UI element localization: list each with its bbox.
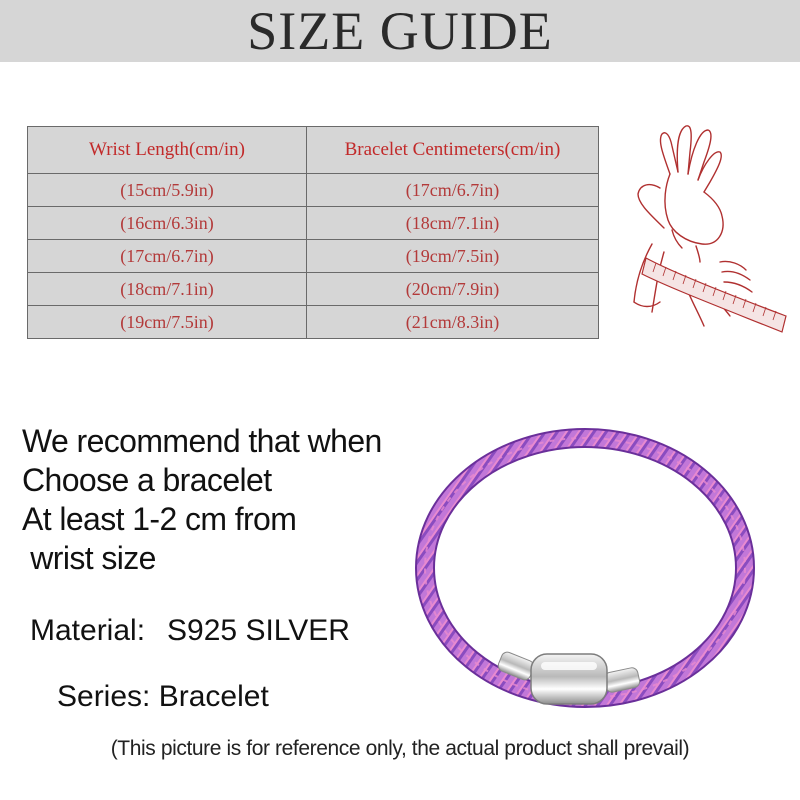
bracelet-product-image xyxy=(405,408,765,728)
table-cell-wrist: (16cm/6.3in) xyxy=(28,207,307,240)
title-banner xyxy=(0,0,800,62)
table-header-bracelet: Bracelet Centimeters(cm/in) xyxy=(307,127,599,174)
table-header-wrist: Wrist Length(cm/in) xyxy=(28,127,307,174)
table-row xyxy=(28,207,599,240)
table-cell-wrist: (15cm/5.9in) xyxy=(28,174,307,207)
material-line xyxy=(30,614,350,648)
series-line xyxy=(57,680,269,714)
size-table xyxy=(27,126,599,339)
table-header-row xyxy=(28,127,599,174)
barrel-clasp-icon xyxy=(531,654,607,704)
table-cell-bracelet: (19cm/7.5in) xyxy=(307,240,599,273)
recommendation-line: Choose a bracelet xyxy=(22,462,272,498)
measuring-tape-icon xyxy=(642,258,786,332)
series-value: Bracelet xyxy=(158,680,269,713)
table-cell-wrist: (18cm/7.1in) xyxy=(28,273,307,306)
table-row xyxy=(28,273,599,306)
material-value: S925 SILVER xyxy=(167,614,350,647)
table-cell-wrist: (17cm/6.7in) xyxy=(28,240,307,273)
material-label: Material: xyxy=(30,614,146,647)
recommendation-line: We recommend that when xyxy=(22,423,382,459)
disclaimer: (This picture is for reference only, the actual product shall prevail) xyxy=(110,737,690,760)
table-cell-bracelet: (17cm/6.7in) xyxy=(307,174,599,207)
recommendation-line: wrist size xyxy=(22,540,156,576)
table-cell-bracelet: (20cm/7.9in) xyxy=(307,273,599,306)
table-row xyxy=(28,240,599,273)
hand-measuring-icon xyxy=(612,112,790,352)
table-cell-wrist: (19cm/7.5in) xyxy=(28,306,307,339)
table-row xyxy=(28,174,599,207)
page-title: SIZE GUIDE xyxy=(247,1,553,61)
table-row xyxy=(28,306,599,339)
recommendation-line: At least 1-2 cm from xyxy=(22,501,297,537)
table-cell-bracelet: (21cm/8.3in) xyxy=(307,306,599,339)
recommendation-text xyxy=(22,422,382,578)
series-label: Series: xyxy=(57,680,151,713)
table-cell-bracelet: (18cm/7.1in) xyxy=(307,207,599,240)
